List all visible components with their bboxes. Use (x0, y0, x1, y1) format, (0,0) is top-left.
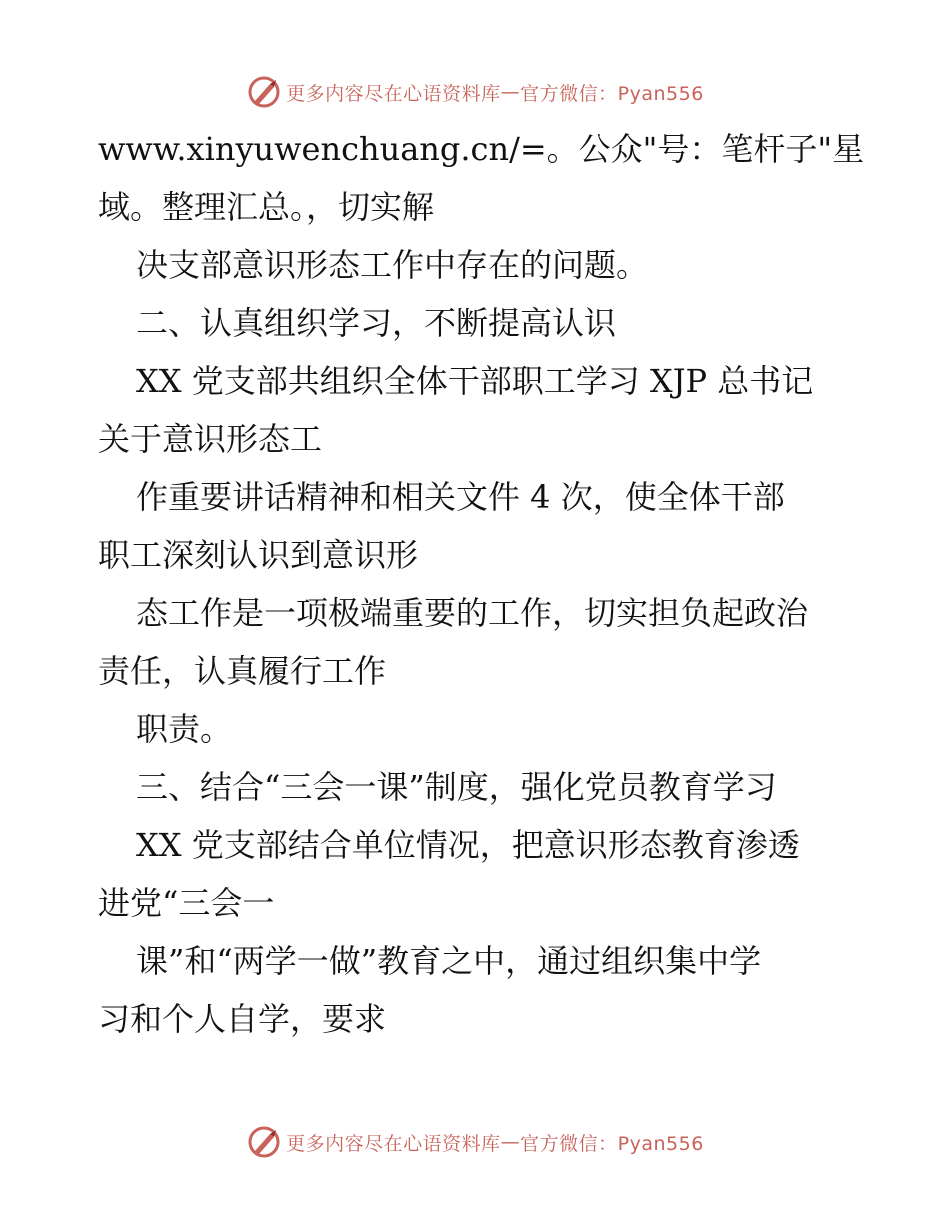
header-brand: 更多内容尽在心语资料库 (286, 82, 501, 105)
text-line: 职责。 (136, 710, 233, 748)
text-line: 进党“三会一 (98, 884, 275, 922)
section-heading: 三、结合“三会一课”制度，强化党员教育学习 (136, 768, 777, 806)
footer-separator: — (500, 1131, 521, 1153)
text-line: 习和个人自学，要求 (98, 1000, 387, 1038)
text-line: 决支部意识形态工作中存在的问题。 (136, 246, 649, 284)
footer-brand: 更多内容尽在心语资料库 (286, 1132, 501, 1155)
footer-wechat: 官方微信：Pyan556 (520, 1132, 704, 1155)
text-line: 责任，认真履行工作 (98, 652, 387, 690)
text-line: 课”和“两学一做”教育之中，通过组织集中学 (136, 942, 762, 980)
text-line: 态工作是一项极端重要的工作，切实担负起政治 (136, 594, 809, 632)
header-separator: — (500, 81, 521, 103)
header-banner (0, 70, 950, 114)
section-heading: 二、认真组织学习，不断提高认识 (136, 304, 617, 342)
text-line: 职工深刻认识到意识形 (98, 536, 419, 574)
pen-logo-icon (246, 1124, 282, 1160)
header-wechat: 官方微信：Pyan556 (520, 82, 704, 105)
footer-banner (0, 1120, 950, 1164)
text-line: 域。整理汇总。，切实解 (98, 188, 435, 226)
text-line: 作重要讲话精神和相关文件 4 次，使全体干部 (136, 478, 785, 516)
text-line: www.xinyuwenchuang.cn/=。公众"号：笔杆子"星 (98, 130, 865, 168)
text-line: XX 党支部共组织全体干部职工学习 XJP 总书记 (136, 362, 814, 400)
pen-logo-icon (246, 74, 282, 110)
text-line: XX 党支部结合单位情况，把意识形态教育渗透 (136, 826, 800, 864)
text-line: 关于意识形态工 (98, 420, 323, 458)
document-body (98, 120, 865, 1048)
